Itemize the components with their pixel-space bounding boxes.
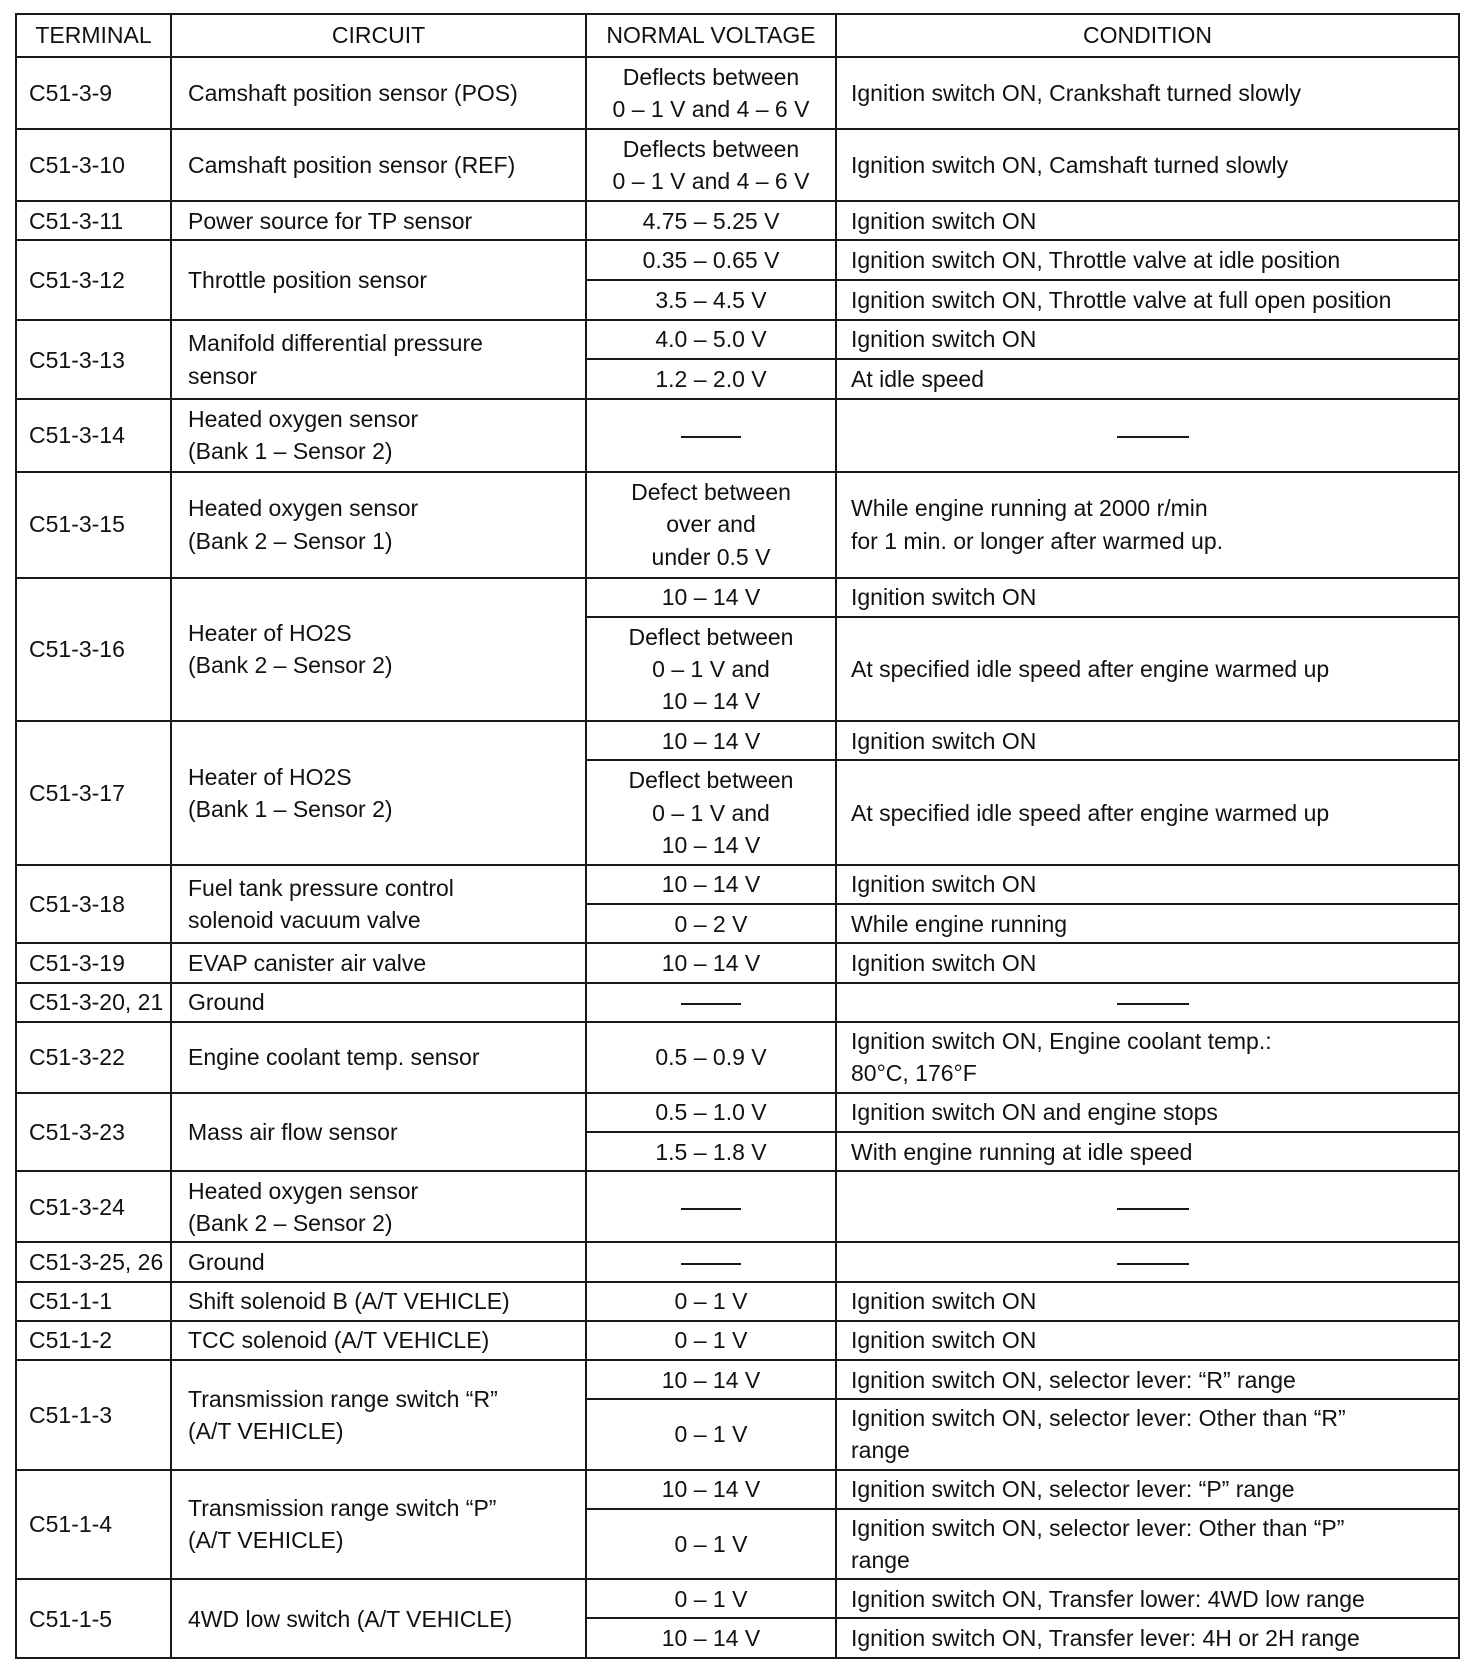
- terminal-cell: C51-3-14: [16, 399, 171, 471]
- empty-value-dash: [1117, 436, 1189, 438]
- voltage-cell: 4.0 – 5.0 V: [586, 320, 836, 359]
- terminal-cell: C51-3-19: [16, 943, 171, 982]
- table-row: [16, 201, 1459, 240]
- table-row: [16, 1470, 1459, 1509]
- voltage-cell: 0.35 – 0.65 V: [586, 240, 836, 279]
- table-row: [16, 1321, 1459, 1360]
- table-row: [16, 1282, 1459, 1321]
- condition-cell: Ignition switch ON, Throttle valve at idle position: [836, 240, 1459, 279]
- circuit-cell: Shift solenoid B (A/T VEHICLE): [171, 1282, 586, 1321]
- voltage-cell: 10 – 14 V: [586, 865, 836, 904]
- voltage-cell: 0.5 – 0.9 V: [586, 1022, 836, 1093]
- voltage-cell: 0.5 – 1.0 V: [586, 1093, 836, 1132]
- terminal-cell: C51-1-1: [16, 1282, 171, 1321]
- voltage-cell: 3.5 – 4.5 V: [586, 280, 836, 320]
- header-row: [16, 14, 1459, 57]
- voltage-dash: [586, 1171, 836, 1242]
- terminal-cell: C51-1-2: [16, 1321, 171, 1360]
- condition-cell: Ignition switch ON: [836, 943, 1459, 982]
- table-row: [16, 1093, 1459, 1132]
- condition-cell: At idle speed: [836, 359, 1459, 399]
- condition-dash: [836, 399, 1459, 471]
- header-condition: CONDITION: [836, 14, 1459, 57]
- header-voltage: NORMAL VOLTAGE: [586, 14, 836, 57]
- condition-cell: Ignition switch ON, Transfer lever: 4H or 2H range: [836, 1618, 1459, 1658]
- voltage-cell: 0 – 1 V: [586, 1509, 836, 1579]
- terminal-cell: C51-3-23: [16, 1093, 171, 1171]
- table-row: [16, 983, 1459, 1022]
- condition-cell: Ignition switch ON, Throttle valve at full open position: [836, 280, 1459, 320]
- circuit-cell: Manifold differential pressure sensor: [171, 320, 586, 400]
- circuit-cell: Transmission range switch “P” (A/T VEHICLE): [171, 1470, 586, 1580]
- condition-cell: Ignition switch ON: [836, 865, 1459, 904]
- table-row: [16, 57, 1459, 129]
- condition-cell: Ignition switch ON: [836, 320, 1459, 359]
- condition-cell: Ignition switch ON, selector lever: “R” range: [836, 1360, 1459, 1399]
- condition-cell: At specified idle speed after engine warmed up: [836, 617, 1459, 722]
- voltage-cell: 4.75 – 5.25 V: [586, 201, 836, 240]
- voltage-cell: Defect between over and under 0.5 V: [586, 472, 836, 578]
- condition-cell: Ignition switch ON: [836, 1282, 1459, 1321]
- terminal-cell: C51-3-24: [16, 1171, 171, 1242]
- condition-cell: While engine running at 2000 r/min for 1 min. or longer after warmed up.: [836, 472, 1459, 578]
- condition-cell: Ignition switch ON and engine stops: [836, 1093, 1459, 1132]
- condition-cell: Ignition switch ON: [836, 1321, 1459, 1360]
- circuit-cell: Mass air flow sensor: [171, 1093, 586, 1171]
- condition-cell: Ignition switch ON, selector lever: “P” range: [836, 1470, 1459, 1509]
- terminal-cell: C51-3-22: [16, 1022, 171, 1093]
- condition-dash: [836, 1171, 1459, 1242]
- terminal-cell: C51-3-18: [16, 865, 171, 943]
- table-row: [16, 578, 1459, 617]
- circuit-cell: Fuel tank pressure control solenoid vacuum valve: [171, 865, 586, 943]
- terminal-cell: C51-3-16: [16, 578, 171, 722]
- empty-value-dash: [1117, 1003, 1189, 1005]
- condition-cell: With engine running at idle speed: [836, 1132, 1459, 1171]
- circuit-cell: EVAP canister air valve: [171, 943, 586, 982]
- table-row: [16, 865, 1459, 904]
- table-row: [16, 1022, 1459, 1093]
- table-row: [16, 399, 1459, 471]
- voltage-cell: 10 – 14 V: [586, 578, 836, 617]
- condition-cell: Ignition switch ON, Crankshaft turned slowly: [836, 57, 1459, 129]
- terminal-cell: C51-3-10: [16, 129, 171, 201]
- header-terminal: TERMINAL: [16, 14, 171, 57]
- empty-value-dash: [681, 1263, 741, 1265]
- condition-cell: At specified idle speed after engine warmed up: [836, 760, 1459, 865]
- condition-dash: [836, 1242, 1459, 1281]
- condition-cell: Ignition switch ON: [836, 578, 1459, 617]
- circuit-cell: Engine coolant temp. sensor: [171, 1022, 586, 1093]
- terminal-cell: C51-3-13: [16, 320, 171, 400]
- voltage-cell: 1.2 – 2.0 V: [586, 359, 836, 399]
- table-row: [16, 320, 1459, 359]
- circuit-cell: Heater of HO2S (Bank 2 – Sensor 2): [171, 578, 586, 722]
- table-row: [16, 129, 1459, 201]
- terminal-cell: C51-1-5: [16, 1579, 171, 1658]
- empty-value-dash: [681, 1003, 741, 1005]
- circuit-cell: Heated oxygen sensor (Bank 2 – Sensor 2): [171, 1171, 586, 1242]
- voltage-cell: 0 – 1 V: [586, 1579, 836, 1618]
- terminal-cell: C51-3-20, 21: [16, 983, 171, 1022]
- terminal-cell: C51-3-12: [16, 240, 171, 320]
- terminal-cell: C51-1-3: [16, 1360, 171, 1470]
- voltage-dash: [586, 399, 836, 471]
- table-row: [16, 721, 1459, 760]
- condition-cell: Ignition switch ON, selector lever: Other than “P” range: [836, 1509, 1459, 1579]
- voltage-cell: 0 – 1 V: [586, 1321, 836, 1360]
- circuit-cell: Transmission range switch “R” (A/T VEHICLE): [171, 1360, 586, 1470]
- circuit-cell: Ground: [171, 1242, 586, 1281]
- voltage-dash: [586, 1242, 836, 1281]
- circuit-cell: Heater of HO2S (Bank 1 – Sensor 2): [171, 721, 586, 865]
- table-row: [16, 240, 1459, 279]
- circuit-cell: Throttle position sensor: [171, 240, 586, 320]
- terminal-voltage-table: [15, 13, 1460, 1659]
- condition-cell: Ignition switch ON, Transfer lower: 4WD low range: [836, 1579, 1459, 1618]
- circuit-cell: 4WD low switch (A/T VEHICLE): [171, 1579, 586, 1658]
- condition-dash: [836, 983, 1459, 1022]
- voltage-cell: Deflect between 0 – 1 V and 10 – 14 V: [586, 617, 836, 722]
- condition-cell: Ignition switch ON, selector lever: Other than “R” range: [836, 1399, 1459, 1469]
- empty-value-dash: [1117, 1208, 1189, 1210]
- voltage-cell: 1.5 – 1.8 V: [586, 1132, 836, 1171]
- empty-value-dash: [681, 436, 741, 438]
- table-row: [16, 1579, 1459, 1618]
- voltage-cell: 10 – 14 V: [586, 721, 836, 760]
- condition-cell: Ignition switch ON, Engine coolant temp.: 80°C, 176°F: [836, 1022, 1459, 1093]
- circuit-cell: Heated oxygen sensor (Bank 2 – Sensor 1): [171, 472, 586, 578]
- terminal-cell: C51-3-11: [16, 201, 171, 240]
- voltage-cell: 10 – 14 V: [586, 1360, 836, 1399]
- voltage-cell: Deflects between 0 – 1 V and 4 – 6 V: [586, 57, 836, 129]
- table-row: [16, 1360, 1459, 1399]
- voltage-cell: 0 – 2 V: [586, 904, 836, 943]
- table-row: [16, 472, 1459, 578]
- table-row: [16, 1171, 1459, 1242]
- circuit-cell: Heated oxygen sensor (Bank 1 – Sensor 2): [171, 399, 586, 471]
- voltage-cell: 10 – 14 V: [586, 1470, 836, 1509]
- terminal-cell: C51-1-4: [16, 1470, 171, 1580]
- terminal-cell: C51-3-17: [16, 721, 171, 865]
- circuit-cell: TCC solenoid (A/T VEHICLE): [171, 1321, 586, 1360]
- circuit-cell: Ground: [171, 983, 586, 1022]
- empty-value-dash: [1117, 1263, 1189, 1265]
- terminal-cell: C51-3-9: [16, 57, 171, 129]
- voltage-dash: [586, 983, 836, 1022]
- voltage-cell: Deflect between 0 – 1 V and 10 – 14 V: [586, 760, 836, 865]
- header-circuit: CIRCUIT: [171, 14, 586, 57]
- voltage-cell: 10 – 14 V: [586, 943, 836, 982]
- condition-cell: Ignition switch ON: [836, 201, 1459, 240]
- table-row: [16, 1242, 1459, 1281]
- table-row: [16, 943, 1459, 982]
- table-body: [16, 57, 1459, 1658]
- circuit-cell: Camshaft position sensor (POS): [171, 57, 586, 129]
- condition-cell: Ignition switch ON, Camshaft turned slowly: [836, 129, 1459, 201]
- voltage-cell: 10 – 14 V: [586, 1618, 836, 1658]
- condition-cell: While engine running: [836, 904, 1459, 943]
- voltage-cell: 0 – 1 V: [586, 1399, 836, 1469]
- circuit-cell: Camshaft position sensor (REF): [171, 129, 586, 201]
- empty-value-dash: [681, 1208, 741, 1210]
- condition-cell: Ignition switch ON: [836, 721, 1459, 760]
- terminal-cell: C51-3-15: [16, 472, 171, 578]
- voltage-cell: Deflects between 0 – 1 V and 4 – 6 V: [586, 129, 836, 201]
- circuit-cell: Power source for TP sensor: [171, 201, 586, 240]
- terminal-cell: C51-3-25, 26: [16, 1242, 171, 1281]
- voltage-cell: 0 – 1 V: [586, 1282, 836, 1321]
